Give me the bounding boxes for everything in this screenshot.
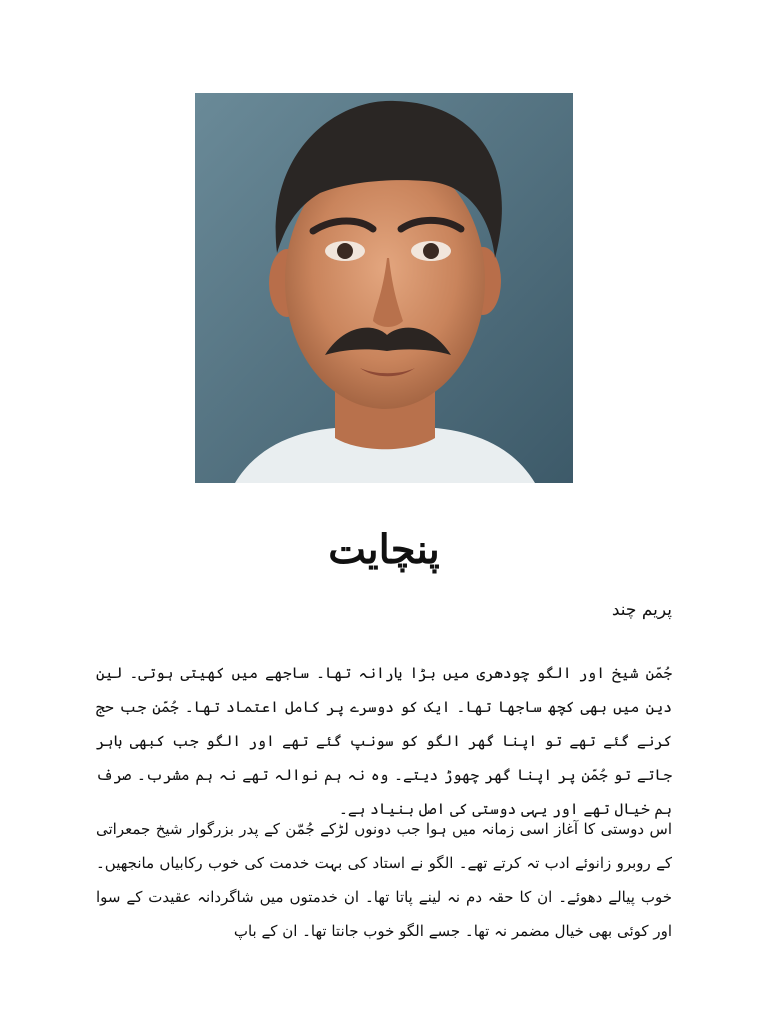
- document-title: پنچایت: [328, 526, 440, 573]
- author-portrait: [195, 93, 573, 483]
- author-name: پریم چند: [611, 600, 672, 620]
- paragraph-1: جُمّن شیخ اور الگو چودھری میں بڑا یارانہ تھا۔ ساجھے میں کھیتی ہوتی۔ لین دین میں بھی کچھ ساجھا تھا۔ ایک کو دوسرے پر کامل اعتماد تھا۔ جُمّن جب حج کرنے گئے تھے تو اپنا گھر الگو کو سونپ گئے تھے اور الگو جب کبھی باہر جاتے تو جُمّن پر اپنا گھر چھوڑ دیتے۔ وہ نہ ہم نوالہ تھے نہ ہم مشرب۔ صرف ہم خیال تھے اور یہی دوستی کی اصل بنیاد ہے۔: [96, 664, 672, 818]
- paragraph-2: اس دوستی کا آغاز اسی زمانہ میں ہوا جب دونوں لڑکے جُمّن کے پدر بزرگوار شیخ جمعراتی کے روبرو زانوئے ادب تہ کرتے تھے۔ الگو نے استاد کی بہت خدمت کی خوب رکابیاں مانجھیں۔ خوب پیالے دھوئے۔ ان کا حقہ دم نہ لینے پاتا تھا۔ ان خدمتوں میں شاگردانہ عقیدت کے سوا اور کوئی بھی خیال مضمر نہ تھا۔ جسے الگو خوب جانتا تھا۔ ان کے باپ: [96, 820, 672, 940]
- portrait-illustration: [195, 93, 573, 483]
